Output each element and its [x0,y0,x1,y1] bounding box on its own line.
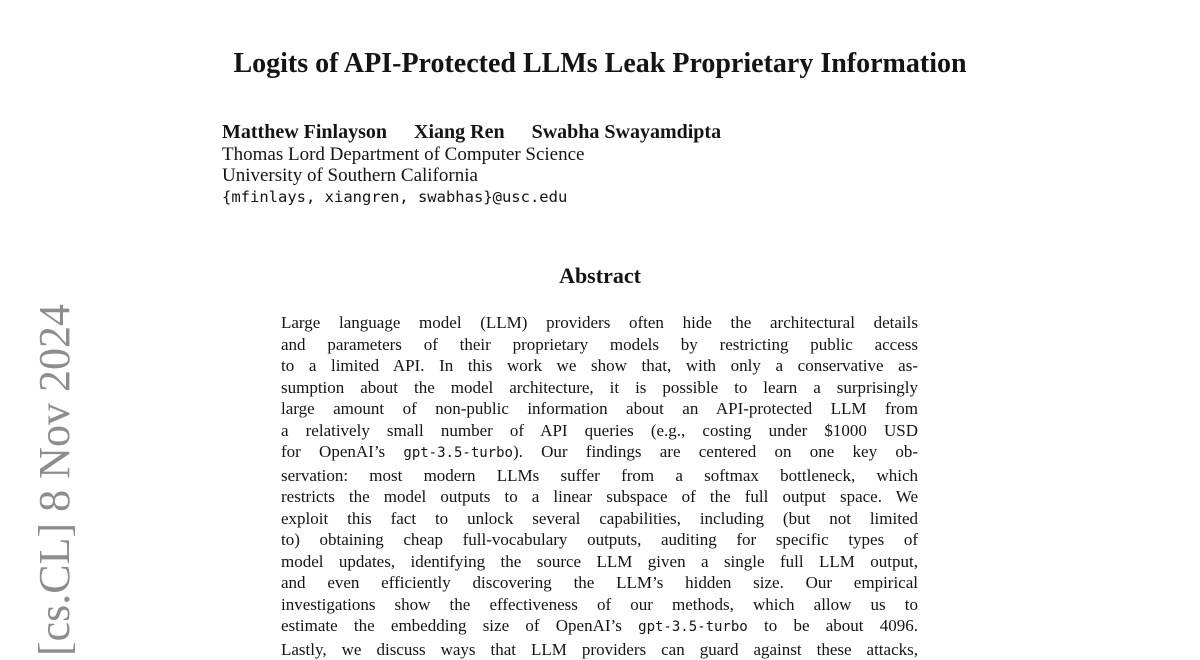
inline-code-model-name: gpt-3.5-turbo [403,445,513,461]
author-block [222,122,721,209]
abstract-text: and even efficiently discovering the LLM’s hidden size. Our empirical [281,573,918,592]
abstract-line [281,551,918,573]
paper-title: Logits of API-Protected LLMs Leak Proprietary Information [0,49,1200,79]
abstract-text: Lastly, we discuss ways that LLM providers can guard against these attacks, [281,640,918,659]
abstract-text: exploit this fact to unlock several capabilities, including (but not limited [281,509,918,528]
abstract-line [281,355,918,377]
abstract-heading: Abstract [0,263,1200,289]
abstract-text: to be about 4096. [748,616,918,635]
abstract-body [281,312,918,660]
abstract-text: Large language model (LLM) providers often hide the architectural details [281,313,918,332]
abstract-line [281,615,918,639]
abstract-line [281,312,918,334]
abstract-line [281,334,918,356]
abstract-text: large amount of non-public information about an API-protected LLM from [281,399,918,418]
abstract-line [281,377,918,399]
abstract-text: ). Our findings are centered on one key ob- [513,442,918,461]
inline-code-model-name: gpt-3.5-turbo [638,619,748,635]
affiliation-department: Thomas Lord Department of Computer Science [222,144,721,166]
abstract-text: estimate the embedding size of OpenAI’s [281,616,638,635]
abstract-line [281,594,918,616]
abstract-text: sumption about the model architecture, it is possible to learn a surprisingly [281,378,918,397]
abstract-text: investigations show the effectiveness of our methods, which allow us to [281,595,918,614]
author-emails: {mfinlays, xiangren, swabhas}@usc.edu [222,187,721,209]
abstract-text: to) obtaining cheap full-vocabulary outputs, auditing for specific types of [281,530,918,549]
abstract-line [281,441,918,465]
author-name: Swabha Swayamdipta [532,121,722,143]
affiliation-university: University of Southern California [222,165,721,187]
author-name: Matthew Finlayson [222,121,387,143]
abstract-text: and parameters of their proprietary models by restricting public access [281,335,918,354]
abstract-line [281,508,918,530]
abstract-line [281,572,918,594]
arxiv-watermark: [cs.CL] 8 Nov 2024 [30,304,80,656]
abstract-line [281,639,918,660]
abstract-line [281,465,918,487]
abstract-line [281,398,918,420]
author-names-line [222,122,721,144]
abstract-line [281,486,918,508]
abstract-text: a relatively small number of API queries (e.g., costing under $1000 USD [281,421,918,440]
abstract-line [281,529,918,551]
abstract-text: to a limited API. In this work we show that, with only a conservative as- [281,356,918,375]
abstract-text: model updates, identifying the source LLM given a single full LLM output, [281,552,918,571]
abstract-text: for OpenAI’s [281,442,403,461]
author-name: Xiang Ren [414,121,505,143]
abstract-text: restricts the model outputs to a linear subspace of the full output space. We [281,487,918,506]
abstract-line [281,420,918,442]
abstract-text: servation: most modern LLMs suffer from a softmax bottleneck, which [281,466,918,485]
